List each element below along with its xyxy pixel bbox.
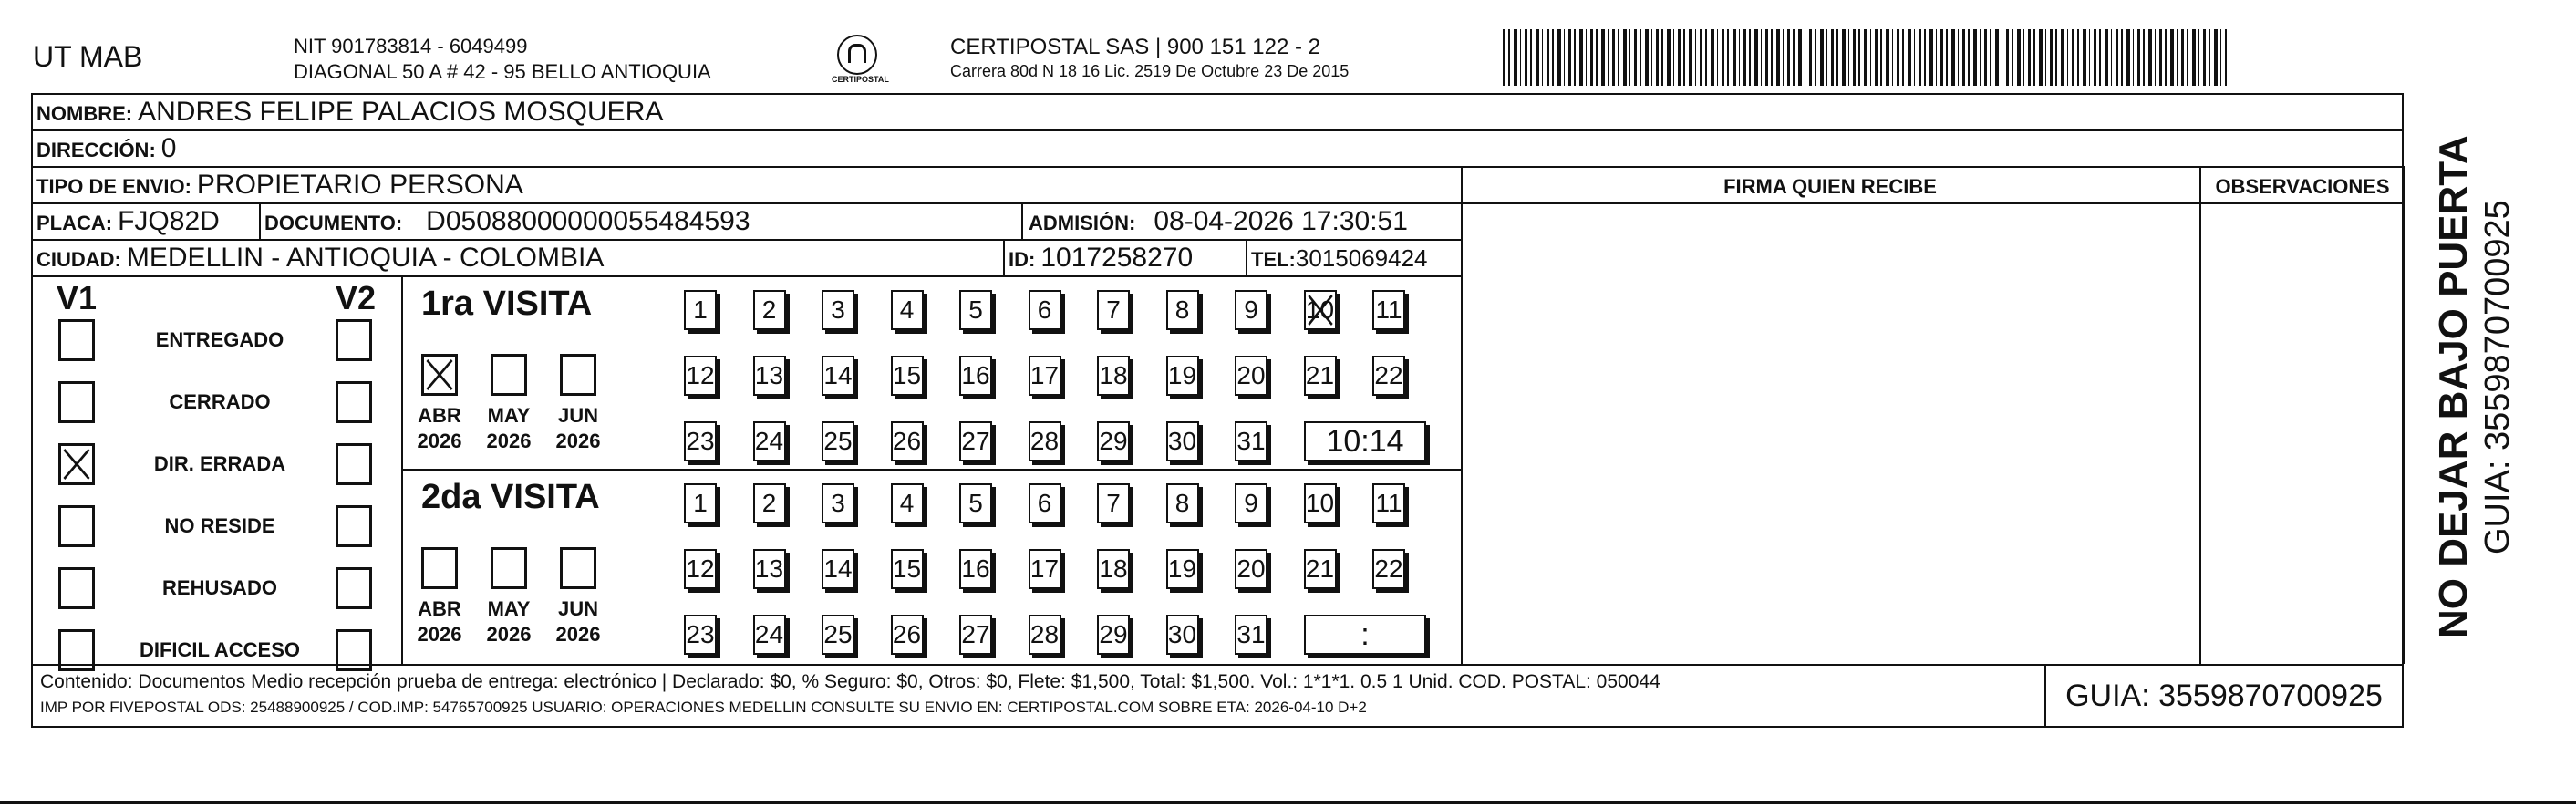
day-number: 8 [1174, 295, 1190, 324]
day-box[interactable] [1097, 421, 1130, 461]
status-v1-checkbox[interactable] [58, 629, 95, 671]
day-number: 11 [1375, 295, 1402, 324]
day-box[interactable] [1304, 549, 1337, 589]
day-box[interactable] [753, 421, 786, 461]
day-box[interactable] [753, 290, 786, 330]
carrier-name: CERTIPOSTAL SAS | 900 151 122 - 2 [950, 35, 1320, 59]
day-box[interactable] [684, 356, 717, 396]
day-box[interactable] [753, 356, 786, 396]
day-number: 22 [1374, 554, 1403, 583]
admission-row [1029, 206, 1408, 237]
day-box[interactable] [1029, 421, 1061, 461]
day-box[interactable] [1304, 483, 1337, 523]
day-number: 4 [899, 489, 915, 517]
day-box[interactable] [1235, 483, 1267, 523]
document-row [264, 206, 750, 237]
day-box[interactable] [1304, 356, 1337, 396]
status-label: NO RESIDE [164, 514, 275, 537]
day-box[interactable] [1235, 356, 1267, 396]
day-number: 20 [1236, 554, 1266, 583]
name-label: NOMBRE: [36, 102, 133, 125]
status-v1-checkbox[interactable] [58, 443, 95, 485]
nit: NIT 901783814 - 6049499 [294, 35, 528, 57]
day-number: 20 [1236, 361, 1266, 389]
day-number: 28 [1029, 620, 1060, 648]
day-number: 25 [823, 620, 853, 648]
day-number: 18 [1099, 554, 1128, 583]
day-number: 22 [1374, 361, 1403, 389]
day-number: 23 [686, 427, 715, 455]
day-box[interactable] [684, 615, 717, 655]
day-number: 21 [1305, 361, 1335, 389]
recipient-name: ANDRES FELIPE PALACIOS MOSQUERA [138, 97, 664, 127]
status-v2-checkbox[interactable] [336, 319, 372, 361]
day-number: 26 [892, 427, 922, 455]
admission-label: ADMISIÓN: [1029, 212, 1136, 234]
carrier-license: Carrera 80d N 18 16 Lic. 2519 De Octubre 23 De 2015 [950, 62, 1350, 80]
status-label: CERRADO [169, 390, 271, 413]
visit-title: 2da VISITA [421, 478, 600, 516]
day-number: 4 [899, 295, 915, 324]
tel-label: TEL: [1251, 248, 1296, 271]
day-number: 10 [1305, 489, 1335, 517]
day-box[interactable] [753, 549, 786, 589]
day-box[interactable] [959, 549, 992, 589]
day-box[interactable] [684, 549, 717, 589]
day-box[interactable] [1097, 483, 1130, 523]
time-value: : [1360, 616, 1370, 652]
time-field[interactable] [1304, 615, 1426, 655]
month-year: 2026 [555, 623, 601, 646]
day-box[interactable] [959, 615, 992, 655]
day-number: 15 [892, 361, 922, 389]
day-box[interactable] [1029, 483, 1061, 523]
tel-row [1251, 244, 1428, 273]
day-box[interactable] [1372, 290, 1405, 330]
status-v2-checkbox[interactable] [336, 381, 372, 423]
day-box[interactable] [891, 549, 924, 589]
shipment-type-row [36, 170, 523, 201]
month-checkbox-abr[interactable] [421, 354, 458, 396]
day-number: 28 [1029, 427, 1060, 455]
day-box[interactable] [1029, 615, 1061, 655]
status-v2-checkbox[interactable] [336, 567, 372, 609]
print-info-line: IMP POR FIVEPOSTAL ODS: 25488900925 / COD.IMP: 54765700925 USUARIO: OPERACIONES MEDELLIN CONSULTE SU ENVIO EN: CERTIPOSTAL.COM SOBRE ETA: 2026-04-10 D+2 [40, 699, 1367, 716]
status-v1-checkbox[interactable] [58, 381, 95, 423]
type-label: TIPO DE ENVIO: [36, 175, 191, 198]
day-number: 25 [823, 427, 853, 455]
day-number: 6 [1037, 295, 1052, 324]
id-value: 1017258270 [1040, 243, 1194, 273]
document-label: DOCUMENTO: [264, 212, 403, 234]
day-box[interactable] [1166, 290, 1199, 330]
day-number: 15 [892, 554, 922, 583]
no-dejar-warning: NO DEJAR BAJO PUERTA [2431, 135, 2476, 638]
day-number: 17 [1029, 361, 1060, 389]
day-box[interactable] [891, 615, 924, 655]
x-mark-icon [424, 357, 455, 393]
day-box[interactable] [891, 421, 924, 461]
day-number: 21 [1305, 554, 1335, 583]
id-row [1009, 243, 1193, 274]
address-label: DIRECCIÓN: [36, 139, 156, 161]
status-v2-checkbox[interactable] [336, 629, 372, 671]
sender-address: DIAGONAL 50 A # 42 - 95 BELLO ANTIOQUIA [294, 60, 711, 83]
day-box[interactable] [1166, 421, 1199, 461]
day-box[interactable] [1372, 483, 1405, 523]
status-v1-checkbox[interactable] [58, 505, 95, 547]
day-number: 13 [754, 361, 784, 389]
day-box[interactable] [1097, 549, 1130, 589]
day-number: 31 [1236, 620, 1266, 648]
admission-value: 08-04-2026 17:30:51 [1154, 206, 1408, 236]
day-box[interactable] [891, 483, 924, 523]
month-label: ABR [418, 404, 461, 427]
month-label: JUN [557, 404, 598, 427]
month-checkbox-jun[interactable] [560, 354, 596, 396]
day-box[interactable] [891, 356, 924, 396]
day-box[interactable] [1097, 290, 1130, 330]
footer-guia: GUIA: 3559870700925 [2065, 678, 2383, 713]
day-box[interactable] [1235, 421, 1267, 461]
day-number: 14 [823, 361, 853, 389]
id-label: ID: [1009, 248, 1036, 271]
day-box[interactable] [959, 356, 992, 396]
day-box[interactable] [1304, 290, 1337, 330]
day-box[interactable] [1166, 549, 1199, 589]
day-number: 6 [1037, 489, 1052, 517]
tel-value: 3015069424 [1295, 244, 1428, 272]
day-box[interactable] [684, 421, 717, 461]
day-number: 14 [823, 554, 853, 583]
status-label: ENTREGADO [155, 328, 284, 351]
day-box[interactable] [753, 483, 786, 523]
day-box[interactable] [684, 483, 717, 523]
day-number: 30 [1167, 620, 1197, 648]
day-box[interactable] [891, 290, 924, 330]
visit-title: 1ra VISITA [421, 285, 593, 323]
day-box[interactable] [1372, 356, 1405, 396]
day-number: 1 [693, 489, 708, 517]
day-number: 27 [961, 620, 990, 648]
day-number: 19 [1167, 361, 1197, 389]
day-number: 8 [1174, 489, 1190, 517]
day-number: 1 [693, 295, 708, 324]
day-box[interactable] [1166, 356, 1199, 396]
day-box[interactable] [1097, 356, 1130, 396]
day-number: 16 [961, 554, 990, 583]
day-number: 30 [1167, 427, 1197, 455]
day-box[interactable] [959, 483, 992, 523]
recipient-address: 0 [160, 133, 177, 163]
signature-column-header: FIRMA QUIEN RECIBE [1723, 175, 1937, 198]
day-number: 13 [754, 554, 784, 583]
day-box[interactable] [1235, 290, 1267, 330]
day-box[interactable] [684, 290, 717, 330]
recipient-address-row [36, 133, 176, 164]
day-number: 24 [754, 427, 784, 455]
status-v1-checkbox[interactable] [58, 567, 95, 609]
day-box[interactable] [1029, 290, 1061, 330]
company-code: UT MAB [33, 40, 143, 73]
side-guia: GUIA: 3559870700925 [2478, 200, 2517, 554]
month-year: 2026 [486, 623, 532, 646]
month-checkbox-jun[interactable] [560, 547, 596, 589]
recipient-name-row [36, 97, 663, 128]
day-box[interactable] [959, 290, 992, 330]
day-number: 26 [892, 620, 922, 648]
month-year: 2026 [417, 623, 462, 646]
day-number: 18 [1099, 361, 1128, 389]
city-label: CIUDAD: [36, 248, 121, 271]
day-number: 31 [1236, 427, 1266, 455]
day-box[interactable] [822, 483, 854, 523]
month-year: 2026 [555, 430, 601, 452]
v2-header: V2 [336, 279, 377, 316]
status-label: REHUSADO [162, 576, 277, 599]
month-checkbox-may[interactable] [491, 547, 527, 589]
day-box[interactable] [1097, 615, 1130, 655]
status-label: DIR. ERRADA [153, 452, 286, 475]
day-box[interactable] [822, 356, 854, 396]
day-number: 12 [686, 361, 715, 389]
day-box[interactable] [822, 549, 854, 589]
status-label: DIFICIL ACCESO [139, 638, 300, 661]
day-number: 29 [1099, 427, 1128, 455]
barcode [1503, 29, 2227, 86]
day-box[interactable] [1372, 549, 1405, 589]
day-number: 12 [686, 554, 715, 583]
day-number: 27 [961, 427, 990, 455]
day-number: 16 [961, 361, 990, 389]
day-number: 11 [1375, 489, 1402, 517]
month-year: 2026 [417, 430, 462, 452]
document-value: D05088000000055484593 [426, 206, 750, 236]
day-number: 5 [968, 489, 983, 517]
day-number: 7 [1106, 295, 1121, 324]
day-box[interactable] [822, 421, 854, 461]
v1-header: V1 [57, 279, 98, 316]
day-number: 9 [1244, 489, 1258, 517]
month-label: ABR [418, 597, 461, 620]
time-field[interactable] [1304, 421, 1426, 461]
contents-line: Contenido: Documentos Medio recepción prueba de entrega: electrónico | Declarado: $0, % Seguro: $0, Otros: $0, Flete: $1,500, Total: $1,500. Vol.: 1*1*1. 0.5 1 Unid. COD. POSTAL: 050044 [40, 671, 1660, 692]
day-number: 23 [686, 620, 715, 648]
month-checkbox-abr[interactable] [421, 547, 458, 589]
plate-label: PLACA: [36, 212, 113, 234]
month-label: MAY [487, 404, 531, 427]
day-box[interactable] [1235, 615, 1267, 655]
x-mark-icon [61, 446, 92, 482]
status-v2-checkbox[interactable] [336, 505, 372, 547]
month-checkbox-may[interactable] [491, 354, 527, 396]
day-box[interactable] [1235, 549, 1267, 589]
day-box[interactable] [959, 421, 992, 461]
day-box[interactable] [1166, 483, 1199, 523]
day-number: 29 [1099, 620, 1128, 648]
status-v1-checkbox[interactable] [58, 319, 95, 361]
observations-column-header: OBSERVACIONES [2215, 175, 2390, 198]
day-box[interactable] [1029, 356, 1061, 396]
day-number: 19 [1167, 554, 1197, 583]
day-box[interactable] [1166, 615, 1199, 655]
day-number: 10 [1305, 295, 1335, 324]
logo-caption: CERTIPOSTAL [832, 75, 889, 84]
city-row [36, 243, 604, 274]
day-box[interactable] [753, 615, 786, 655]
month-label: JUN [557, 597, 598, 620]
day-number: 5 [968, 295, 983, 324]
city-value: MEDELLIN - ANTIOQUIA - COLOMBIA [126, 243, 605, 273]
plate-row [36, 206, 220, 237]
certipostal-logo-icon [837, 35, 877, 75]
day-number: 2 [761, 295, 777, 324]
day-number: 3 [831, 489, 845, 517]
day-box[interactable] [822, 615, 854, 655]
day-box[interactable] [822, 290, 854, 330]
day-number: 9 [1244, 295, 1258, 324]
month-year: 2026 [486, 430, 532, 452]
plate-value: FJQ82D [118, 206, 220, 236]
day-number: 2 [761, 489, 777, 517]
day-box[interactable] [1029, 549, 1061, 589]
day-number: 24 [754, 620, 784, 648]
day-number: 7 [1106, 489, 1121, 517]
time-value: 10:14 [1326, 423, 1404, 459]
day-number: 17 [1029, 554, 1060, 583]
status-v2-checkbox[interactable] [336, 443, 372, 485]
month-label: MAY [487, 597, 531, 620]
shipment-type: PROPIETARIO PERSONA [196, 170, 523, 200]
day-number: 3 [831, 295, 845, 324]
